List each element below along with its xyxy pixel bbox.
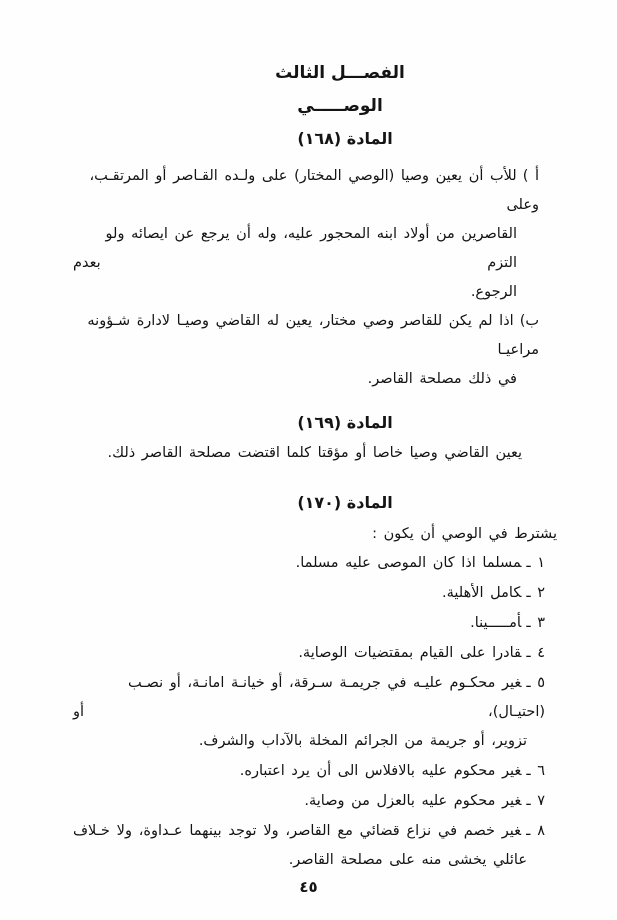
item-7-number: ٧ ـ <box>526 793 545 809</box>
page-number: ٤٥ <box>299 878 318 896</box>
text-line <box>73 817 557 846</box>
text-line <box>73 787 557 816</box>
item-8-text-1: غير خصم في نزاع قضائي مع القاصر، ولا توجد بينهما عـداوة، ولا خـلاف <box>73 823 522 839</box>
list-item <box>73 787 557 816</box>
item-4-number: ٤ ـ <box>526 645 545 661</box>
item-1-number: ١ ـ <box>526 555 545 571</box>
clause-b-marker: ب) <box>519 313 539 329</box>
clause-b-line-1: اذا لم يكن للقاصر وصي مختار، يعين له القاضي وصيـا لادارة شـؤونه مراعيـا <box>87 313 539 358</box>
clause-b-line-2: في ذلك مصلحة القاصر. <box>367 371 517 387</box>
item-7-text: غير محكوم عليه بالعزل من وصاية. <box>304 793 522 809</box>
item-5-text-1: غير محكـوم عليـه في جريمـة سـرقة، أو خيانـة امانـة، أو نصـب (احتيـال)، أو <box>73 675 545 720</box>
list-item <box>73 609 557 638</box>
article-170-heading: المادة (١٧٠) <box>297 493 393 512</box>
item-5-number: ٥ ـ <box>526 675 545 691</box>
item-8-text-2: عائلي يخشى منه على مصلحة القاصر. <box>288 852 527 868</box>
text-line <box>73 307 557 365</box>
text-line <box>73 669 557 727</box>
list-item <box>73 757 557 786</box>
clause-a-line-3: الرجوع. <box>470 284 517 300</box>
article-168-clause-a <box>73 162 557 307</box>
article-169-heading: المادة (١٦٩) <box>297 413 393 432</box>
article-170-conditions-list <box>73 549 557 875</box>
clause-a-line-2: القاصرين من أولاد ابنه المحجور عليه، وله أن يرجع عن ايصائه ولو التزم بعدم <box>73 226 517 271</box>
item-3-text: أمـــــينا. <box>470 615 522 631</box>
article-169-body: يعين القاضي وصيا خاصا أو مؤقتا كلما اقتضت مصلحة القاصر ذلك. <box>107 445 522 461</box>
text-line <box>73 639 557 668</box>
item-5-text-2: تزوير، أو جريمة من الجرائم المخلة بالآداب والشرف. <box>198 733 527 749</box>
list-item <box>73 817 557 875</box>
item-2-number: ٢ ـ <box>526 585 545 601</box>
clause-a-marker: أ ) <box>522 168 539 184</box>
article-168-heading: المادة (١٦٨) <box>297 129 393 148</box>
text-line <box>73 609 557 638</box>
chapter-title: الفصـــل الثالث <box>275 63 405 83</box>
item-3-number: ٣ ـ <box>526 615 545 631</box>
item-8-number: ٨ ـ <box>526 823 546 839</box>
list-item <box>73 669 557 756</box>
text-line <box>73 162 557 220</box>
item-2-text: كامل الأهلية. <box>442 585 522 601</box>
text-line <box>73 549 557 578</box>
article-168-clause-b <box>73 307 557 394</box>
item-6-text: غير محكوم عليه بالافلاس الى أن يرد اعتباره. <box>239 763 522 779</box>
clause-a-line-1: للأب أن يعين وصيا (الوصي المختار) على ولـده القـاصر أو المرتقـب، وعلى <box>89 168 539 213</box>
article-170-intro: يشترط في الوصي أن يكون : <box>372 526 557 542</box>
list-item <box>73 579 557 608</box>
item-6-number: ٦ ـ <box>526 763 545 779</box>
item-1-text: مسلما اذا كان الموصى عليه مسلما. <box>295 555 522 571</box>
list-item <box>73 639 557 668</box>
list-item <box>73 549 557 578</box>
text-line <box>73 757 557 786</box>
text-line <box>73 579 557 608</box>
chapter-subtitle: الوصـــــي <box>297 96 383 116</box>
item-4-text: قادرا على القيام بمقتضيات الوصاية. <box>298 645 522 661</box>
